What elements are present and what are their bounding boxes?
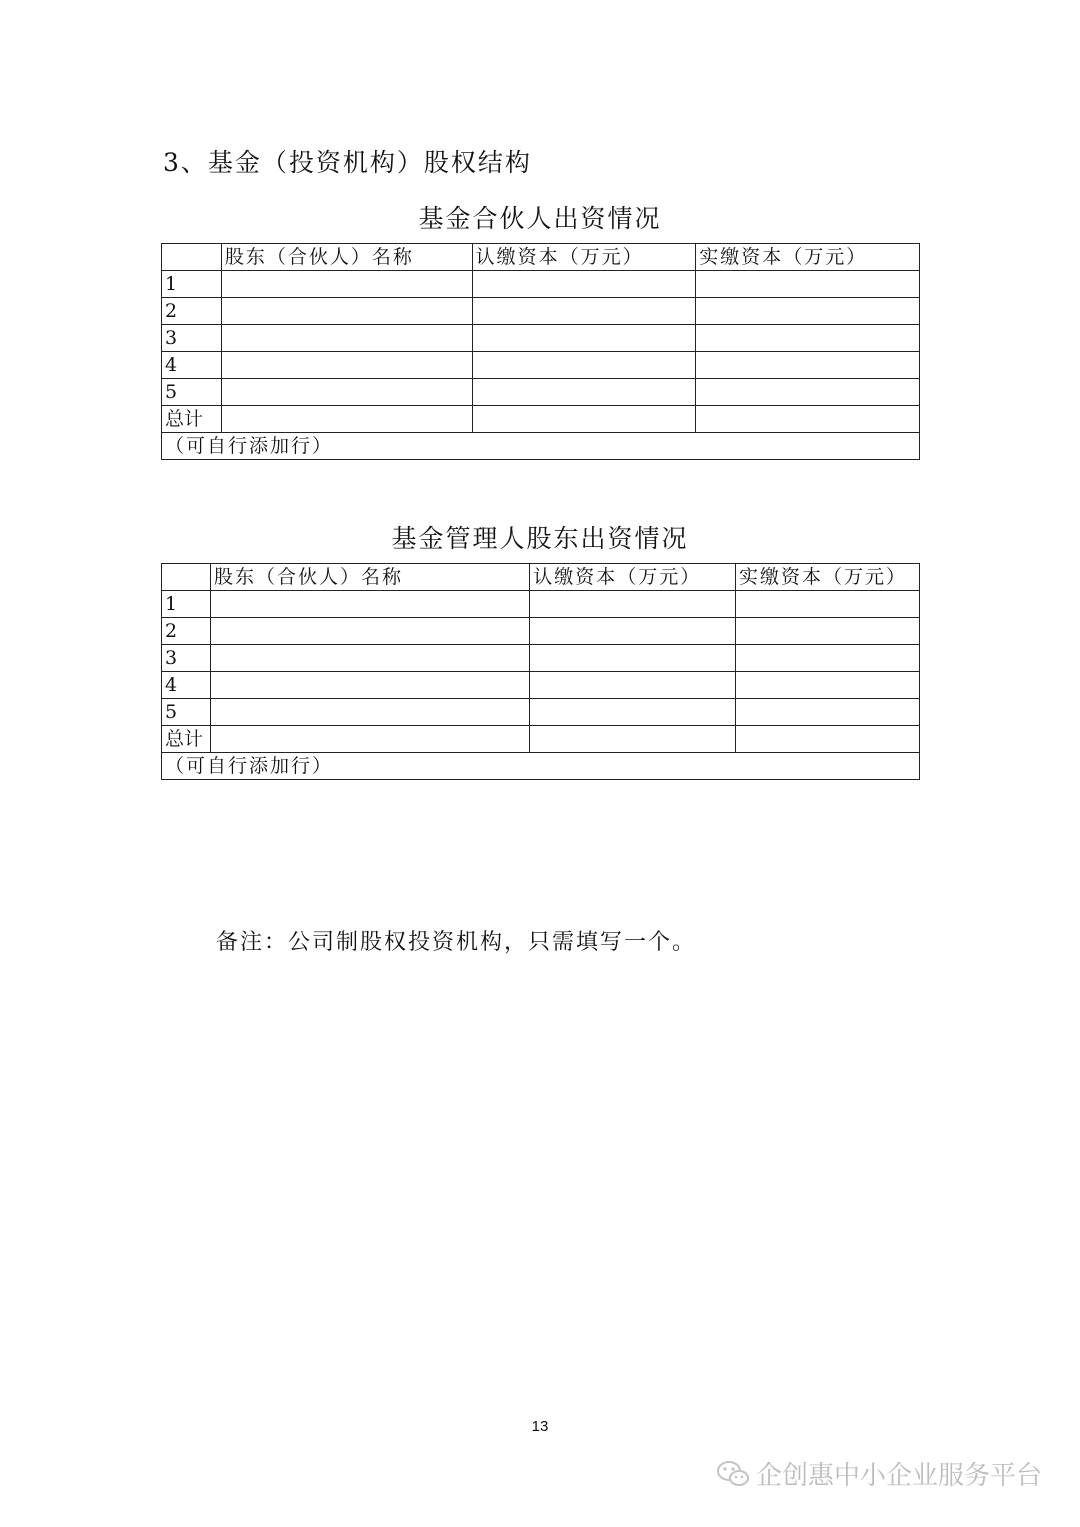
paid-capital-cell[interactable]: [696, 298, 920, 325]
table-row-total: [162, 726, 920, 753]
fund-partner-contribution-table: [161, 243, 920, 460]
row-label: 1: [162, 271, 222, 298]
row-label: 3: [162, 645, 211, 672]
shareholder-name-cell[interactable]: [221, 298, 472, 325]
table-title-fund-partners: 基金合伙人出资情况: [418, 204, 662, 233]
shareholder-name-cell[interactable]: [221, 352, 472, 379]
shareholder-name-cell[interactable]: [210, 645, 529, 672]
table-row: [162, 645, 920, 672]
header-cell-subscribed-capital: 认缴资本（万元）: [530, 564, 736, 591]
table-row: [162, 352, 920, 379]
shareholder-name-cell[interactable]: [221, 325, 472, 352]
shareholder-name-cell[interactable]: [210, 618, 529, 645]
shareholder-name-cell[interactable]: [210, 591, 529, 618]
table-row: [162, 379, 920, 406]
add-rows-note: （可自行添加行）: [162, 753, 920, 780]
paid-capital-cell[interactable]: [696, 406, 920, 433]
subscribed-capital-cell[interactable]: [530, 726, 736, 753]
table-row: [162, 271, 920, 298]
paid-capital-cell[interactable]: [736, 699, 920, 726]
watermark-text: 企创惠中小企业服务平台: [755, 1461, 1042, 1491]
paid-capital-cell[interactable]: [736, 726, 920, 753]
row-label: 2: [162, 298, 222, 325]
table-header-row: [162, 564, 920, 591]
shareholder-name-cell[interactable]: [210, 699, 529, 726]
shareholder-name-cell[interactable]: [210, 672, 529, 699]
subscribed-capital-cell[interactable]: [530, 699, 736, 726]
table-row: [162, 591, 920, 618]
paid-capital-cell[interactable]: [696, 325, 920, 352]
subscribed-capital-cell[interactable]: [472, 406, 696, 433]
table-row: [162, 325, 920, 352]
header-cell-paid-capital: 实缴资本（万元）: [736, 564, 920, 591]
subscribed-capital-cell[interactable]: [472, 298, 696, 325]
table-title-fund-manager: 基金管理人股东出资情况: [391, 524, 689, 553]
subscribed-capital-cell[interactable]: [472, 352, 696, 379]
watermark: [716, 1455, 1042, 1492]
subscribed-capital-cell[interactable]: [530, 591, 736, 618]
row-label: 1: [162, 591, 211, 618]
row-label: 3: [162, 325, 222, 352]
row-label: 4: [162, 672, 211, 699]
subscribed-capital-cell[interactable]: [530, 645, 736, 672]
subscribed-capital-cell[interactable]: [530, 672, 736, 699]
paid-capital-cell[interactable]: [736, 618, 920, 645]
shareholder-name-cell[interactable]: [221, 379, 472, 406]
row-label: 5: [162, 699, 211, 726]
row-label-total: 总计: [162, 406, 222, 433]
paid-capital-cell[interactable]: [736, 672, 920, 699]
table-footer-row: [162, 753, 920, 780]
shareholder-name-cell[interactable]: [210, 726, 529, 753]
table-row: [162, 699, 920, 726]
table-row: [162, 672, 920, 699]
row-label: 4: [162, 352, 222, 379]
wechat-icon: [716, 1459, 750, 1489]
table-footer-row: [162, 433, 920, 460]
subscribed-capital-cell[interactable]: [472, 325, 696, 352]
header-cell-paid-capital: 实缴资本（万元）: [696, 244, 920, 271]
fund-manager-shareholder-table: [161, 563, 920, 780]
shareholder-name-cell[interactable]: [221, 406, 472, 433]
paid-capital-cell[interactable]: [696, 352, 920, 379]
table-header-row: [162, 244, 920, 271]
row-label: 5: [162, 379, 222, 406]
row-label-total: 总计: [162, 726, 211, 753]
paid-capital-cell[interactable]: [736, 591, 920, 618]
section-heading: 3、基金（投资机构）股权结构: [163, 148, 532, 177]
table-row: [162, 298, 920, 325]
add-rows-note: （可自行添加行）: [162, 433, 920, 460]
shareholder-name-cell[interactable]: [221, 271, 472, 298]
paid-capital-cell[interactable]: [696, 379, 920, 406]
paid-capital-cell[interactable]: [736, 645, 920, 672]
table-row-total: [162, 406, 920, 433]
header-cell-index: [162, 564, 211, 591]
header-cell-shareholder-name: 股东（合伙人）名称: [210, 564, 529, 591]
header-cell-shareholder-name: 股东（合伙人）名称: [221, 244, 472, 271]
subscribed-capital-cell[interactable]: [472, 379, 696, 406]
subscribed-capital-cell[interactable]: [472, 271, 696, 298]
header-cell-subscribed-capital: 认缴资本（万元）: [472, 244, 696, 271]
paid-capital-cell[interactable]: [696, 271, 920, 298]
page-number: 13: [531, 1418, 549, 1435]
subscribed-capital-cell[interactable]: [530, 618, 736, 645]
header-cell-index: [162, 244, 222, 271]
row-label: 2: [162, 618, 211, 645]
remark-note: 备注：公司制股权投资机构，只需填写一个。: [216, 930, 697, 955]
table-row: [162, 618, 920, 645]
